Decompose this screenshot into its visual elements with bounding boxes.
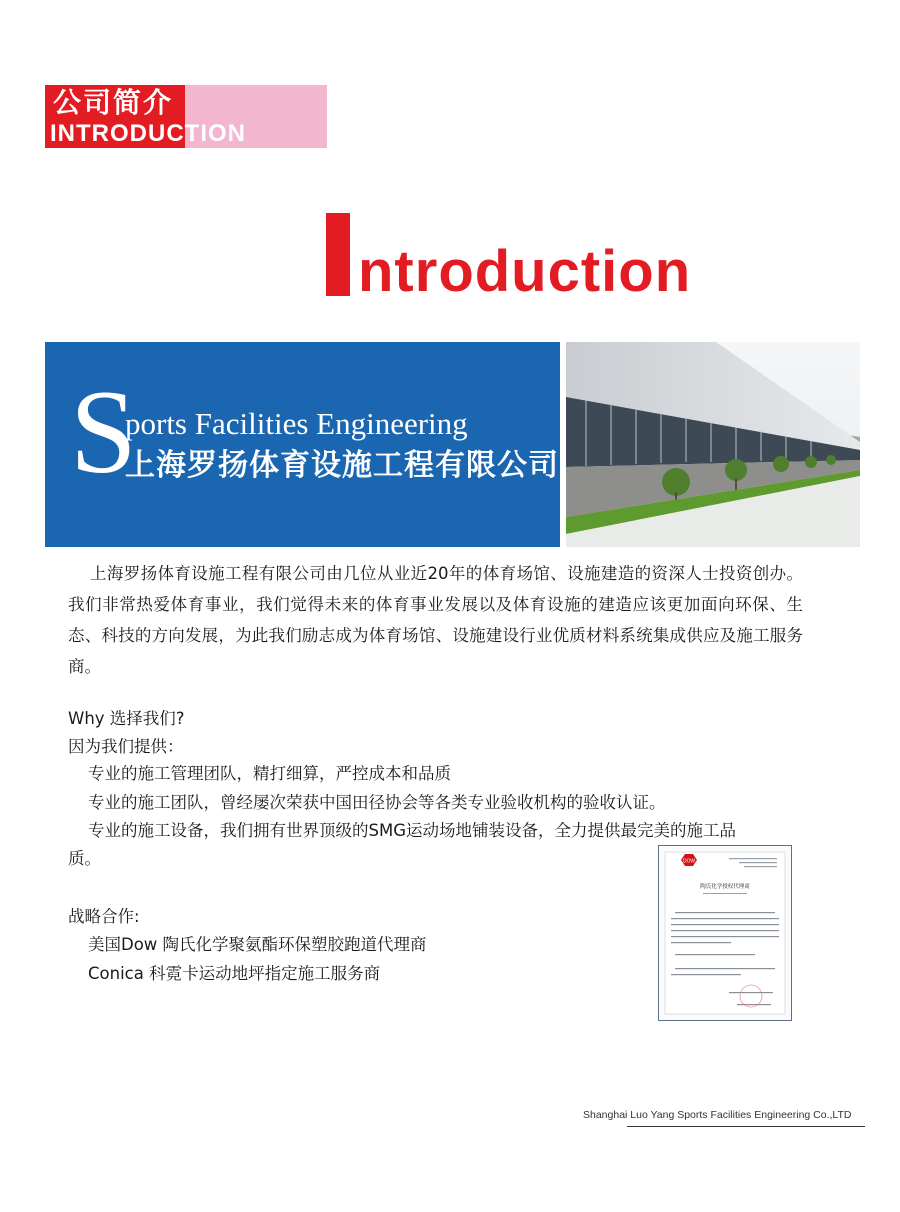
why-item-3: 专业的施工设备，我们拥有世界顶级的SMG运动场地铺装设备，全力提供最完美的施工品 — [88, 821, 736, 840]
banner-company-name: 上海罗扬体育设施工程有限公司 — [125, 448, 559, 483]
banner-initial: S — [70, 365, 137, 498]
certificate-title: 陶氏化学授权代理商 — [700, 884, 750, 890]
footer-company: Shanghai Luo Yang Sports Facilities Engineering Co.,LTD — [583, 1109, 852, 1121]
header-title-cn: 公司简介 — [53, 86, 174, 119]
strategy-heading: 战略合作: — [68, 907, 140, 926]
svg-text:DOW: DOW — [682, 858, 696, 865]
why-item-3-tail: 质。 — [68, 849, 101, 868]
building-photo-art — [566, 342, 860, 547]
building-photo — [566, 342, 860, 547]
header-title-en: INTRODUCTION — [50, 120, 246, 147]
why-heading: Why 选择我们? — [68, 709, 185, 728]
hero-title — [358, 239, 692, 304]
intro-paragraph: 上海罗扬体育设施工程有限公司由几位从业近20年的体育场馆、设施建造的资深人士投资创办。我们非常热爱体育事业，我们觉得未来的体育事业发展以及体育设施的建造应该更加面向环保、生态、科技的方向发展，为此我们励志成为体育场馆、设施建设行业优质材料系统集成供应及施工服务商。 — [68, 564, 803, 676]
banner-english-title: ports Facilities Engineering — [125, 406, 468, 441]
certificate-image — [658, 845, 792, 1021]
why-item-1: 专业的施工管理团队，精打细算，严控成本和品质 — [88, 764, 451, 783]
hero-title-rest: ntroduction — [358, 239, 692, 304]
why-subheading: 因为我们提供： — [68, 737, 184, 756]
strategy-item-2: Conica 科霓卡运动地坪指定施工服务商 — [88, 964, 381, 983]
certificate-art — [659, 846, 791, 1020]
hero-initial-bar — [326, 213, 350, 296]
strategy-item-1: 美国Dow 陶氏化学聚氨酯环保塑胶跑道代理商 — [88, 935, 427, 954]
why-item-2: 专业的施工团队，曾经屡次荣获中国田径协会等各类专业验收机构的验收认证。 — [88, 793, 666, 812]
footer-rule — [627, 1126, 865, 1127]
